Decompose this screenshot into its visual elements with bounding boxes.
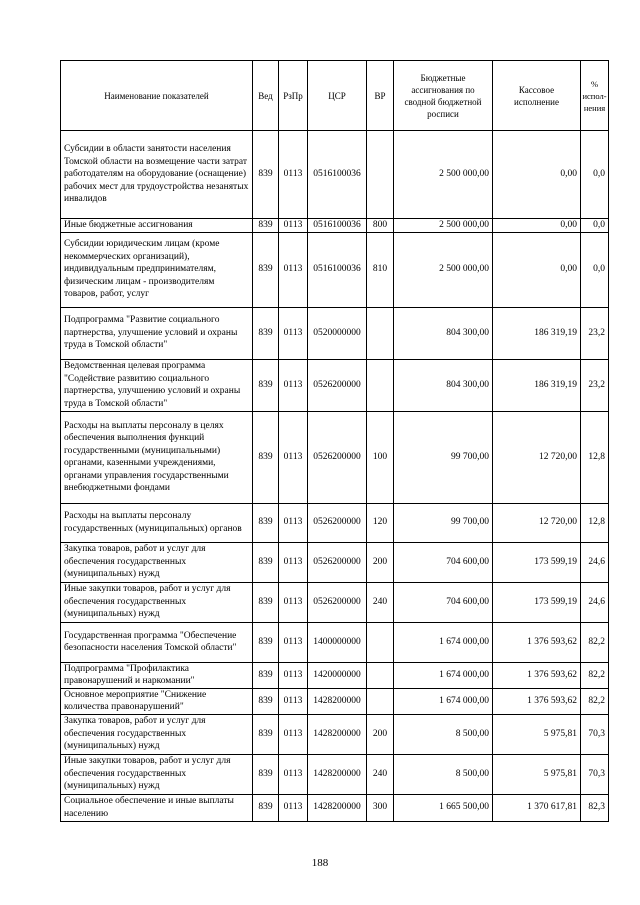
row-cash: 12 720,00 <box>493 503 581 542</box>
row-ved: 839 <box>253 411 279 503</box>
row-percent: 70,3 <box>581 754 609 794</box>
row-cash: 5 975,81 <box>493 754 581 794</box>
row-budget: 99 700,00 <box>394 503 493 542</box>
row-budget: 1 674 000,00 <box>394 688 493 714</box>
row-csr: 1428200000 <box>308 754 367 794</box>
row-rzpr: 0113 <box>279 714 308 754</box>
row-cash: 1 370 617,81 <box>493 794 581 821</box>
row-rzpr: 0113 <box>279 582 308 622</box>
row-percent: 70,3 <box>581 714 609 754</box>
row-cash: 5 975,81 <box>493 714 581 754</box>
row-vr: 300 <box>367 794 394 821</box>
row-cash: 186 319,19 <box>493 307 581 359</box>
table-row <box>61 131 609 219</box>
row-budget: 8 500,00 <box>394 714 493 754</box>
row-budget: 804 300,00 <box>394 307 493 359</box>
row-name: Закупка товаров, работ и услуг для обеспечения государственных (муниципальных) нужд <box>61 714 253 754</box>
row-csr: 0526200000 <box>308 503 367 542</box>
row-name: Иные закупки товаров, работ и услуг для обеспечения государственных (муниципальных) нужд <box>61 754 253 794</box>
row-budget: 1 674 000,00 <box>394 622 493 662</box>
row-percent: 0,0 <box>581 232 609 307</box>
row-csr: 1428200000 <box>308 688 367 714</box>
row-ved: 839 <box>253 219 279 233</box>
row-csr: 0526200000 <box>308 359 367 411</box>
row-percent: 0,0 <box>581 219 609 233</box>
row-vr: 810 <box>367 232 394 307</box>
header-percent: % испол-нения <box>581 61 609 131</box>
row-percent: 0,0 <box>581 131 609 219</box>
table-row <box>61 714 609 754</box>
table-row <box>61 359 609 411</box>
row-budget: 99 700,00 <box>394 411 493 503</box>
row-name: Расходы на выплаты персоналу государственных (муниципальных) органов <box>61 503 253 542</box>
row-budget: 804 300,00 <box>394 359 493 411</box>
table-row <box>61 219 609 233</box>
row-ved: 839 <box>253 131 279 219</box>
row-rzpr: 0113 <box>279 794 308 821</box>
row-rzpr: 0113 <box>279 219 308 233</box>
row-cash: 173 599,19 <box>493 582 581 622</box>
row-percent: 82,2 <box>581 622 609 662</box>
table-row <box>61 232 609 307</box>
row-ved: 839 <box>253 794 279 821</box>
row-csr: 1420000000 <box>308 662 367 688</box>
row-ved: 839 <box>253 542 279 582</box>
row-cash: 0,00 <box>493 131 581 219</box>
row-percent: 12,8 <box>581 503 609 542</box>
table-row <box>61 582 609 622</box>
row-vr <box>367 688 394 714</box>
table-row <box>61 622 609 662</box>
row-ved: 839 <box>253 503 279 542</box>
row-vr: 240 <box>367 582 394 622</box>
row-ved: 839 <box>253 622 279 662</box>
row-rzpr: 0113 <box>279 662 308 688</box>
row-name: Иные бюджетные ассигнования <box>61 219 253 233</box>
table-row <box>61 662 609 688</box>
row-name: Ведомственная целевая программа "Содействие развитию социального партнерства, улучшению условий и охраны труда в Томской области" <box>61 359 253 411</box>
row-ved: 839 <box>253 714 279 754</box>
row-vr <box>367 662 394 688</box>
row-csr: 0516100036 <box>308 131 367 219</box>
row-cash: 173 599,19 <box>493 542 581 582</box>
row-vr: 120 <box>367 503 394 542</box>
row-budget: 2 500 000,00 <box>394 219 493 233</box>
row-name: Государственная программа "Обеспечение безопасности населения Томской области" <box>61 622 253 662</box>
row-vr: 200 <box>367 714 394 754</box>
row-csr: 0526200000 <box>308 582 367 622</box>
row-cash: 0,00 <box>493 232 581 307</box>
row-csr: 1428200000 <box>308 714 367 754</box>
row-rzpr: 0113 <box>279 232 308 307</box>
row-ved: 839 <box>253 359 279 411</box>
header-rzpr: РзПр <box>279 61 308 131</box>
row-vr <box>367 307 394 359</box>
row-percent: 82,2 <box>581 688 609 714</box>
row-cash: 1 376 593,62 <box>493 622 581 662</box>
row-name: Подпрограмма "Профилактика правонарушений и наркомании" <box>61 662 253 688</box>
row-name: Закупка товаров, работ и услуг для обеспечения государственных (муниципальных) нужд <box>61 542 253 582</box>
row-name: Основное мероприятие "Снижение количества правонарушений" <box>61 688 253 714</box>
row-rzpr: 0113 <box>279 359 308 411</box>
row-name: Субсидии юридическим лицам (кроме некоммерческих организаций), индивидуальным предпринимателям, физическим лицам - производителям товаров, работ, услуг <box>61 232 253 307</box>
row-rzpr: 0113 <box>279 411 308 503</box>
row-csr: 0526200000 <box>308 411 367 503</box>
header-csr: ЦСР <box>308 61 367 131</box>
row-cash: 1 376 593,62 <box>493 662 581 688</box>
row-vr: 800 <box>367 219 394 233</box>
row-vr <box>367 622 394 662</box>
row-vr <box>367 131 394 219</box>
row-budget: 704 600,00 <box>394 582 493 622</box>
row-budget: 2 500 000,00 <box>394 131 493 219</box>
row-csr: 0516100036 <box>308 219 367 233</box>
row-rzpr: 0113 <box>279 307 308 359</box>
row-vr: 100 <box>367 411 394 503</box>
row-percent: 82,3 <box>581 794 609 821</box>
header-ved: Вед <box>253 61 279 131</box>
row-percent: 23,2 <box>581 359 609 411</box>
row-csr: 1400000000 <box>308 622 367 662</box>
table-row <box>61 411 609 503</box>
row-rzpr: 0113 <box>279 688 308 714</box>
row-rzpr: 0113 <box>279 622 308 662</box>
table-row <box>61 542 609 582</box>
row-rzpr: 0113 <box>279 131 308 219</box>
row-ved: 839 <box>253 582 279 622</box>
row-name: Иные закупки товаров, работ и услуг для обеспечения государственных (муниципальных) нужд <box>61 582 253 622</box>
row-percent: 24,6 <box>581 582 609 622</box>
header-cash: Кассовое исполнение <box>493 61 581 131</box>
row-vr: 200 <box>367 542 394 582</box>
row-percent: 24,6 <box>581 542 609 582</box>
row-ved: 839 <box>253 307 279 359</box>
row-cash: 12 720,00 <box>493 411 581 503</box>
header-name: Наименование показателей <box>61 61 253 131</box>
row-cash: 1 376 593,62 <box>493 688 581 714</box>
row-name: Социальное обеспечение и иные выплаты населению <box>61 794 253 821</box>
row-cash: 0,00 <box>493 219 581 233</box>
row-name: Расходы на выплаты персоналу в целях обеспечения выполнения функций государственными (муниципальными) органами, казенными учреждениями, органами управления государственными внебюджетными фондами <box>61 411 253 503</box>
row-rzpr: 0113 <box>279 503 308 542</box>
row-budget: 1 665 500,00 <box>394 794 493 821</box>
table-row <box>61 754 609 794</box>
row-name: Субсидии в области занятости населения Томской области на возмещение части затрат работодателям на оборудование (оснащение) рабочих мест для трудоустройства незанятых инвалидов <box>61 131 253 219</box>
row-budget: 1 674 000,00 <box>394 662 493 688</box>
row-budget: 2 500 000,00 <box>394 232 493 307</box>
row-ved: 839 <box>253 754 279 794</box>
table-row <box>61 503 609 542</box>
row-csr: 0516100036 <box>308 232 367 307</box>
row-csr: 0520000000 <box>308 307 367 359</box>
table-row <box>61 794 609 821</box>
row-percent: 23,2 <box>581 307 609 359</box>
row-ved: 839 <box>253 662 279 688</box>
row-ved: 839 <box>253 232 279 307</box>
row-budget: 8 500,00 <box>394 754 493 794</box>
header-budget: Бюджетные ассигнования по сводной бюджетной росписи <box>394 61 493 131</box>
row-csr: 0526200000 <box>308 542 367 582</box>
row-rzpr: 0113 <box>279 542 308 582</box>
table-header-row <box>61 61 609 131</box>
header-vr: ВР <box>367 61 394 131</box>
row-cash: 186 319,19 <box>493 359 581 411</box>
table-row <box>61 307 609 359</box>
row-ved: 839 <box>253 688 279 714</box>
table-row <box>61 688 609 714</box>
budget-execution-table <box>60 60 609 822</box>
row-csr: 1428200000 <box>308 794 367 821</box>
row-name: Подпрограмма "Развитие социального партнерства, улучшение условий и охраны труда в Томской области" <box>61 307 253 359</box>
row-percent: 82,2 <box>581 662 609 688</box>
row-vr: 240 <box>367 754 394 794</box>
row-rzpr: 0113 <box>279 754 308 794</box>
page-number: 188 <box>311 857 329 869</box>
row-budget: 704 600,00 <box>394 542 493 582</box>
row-vr <box>367 359 394 411</box>
row-percent: 12,8 <box>581 411 609 503</box>
